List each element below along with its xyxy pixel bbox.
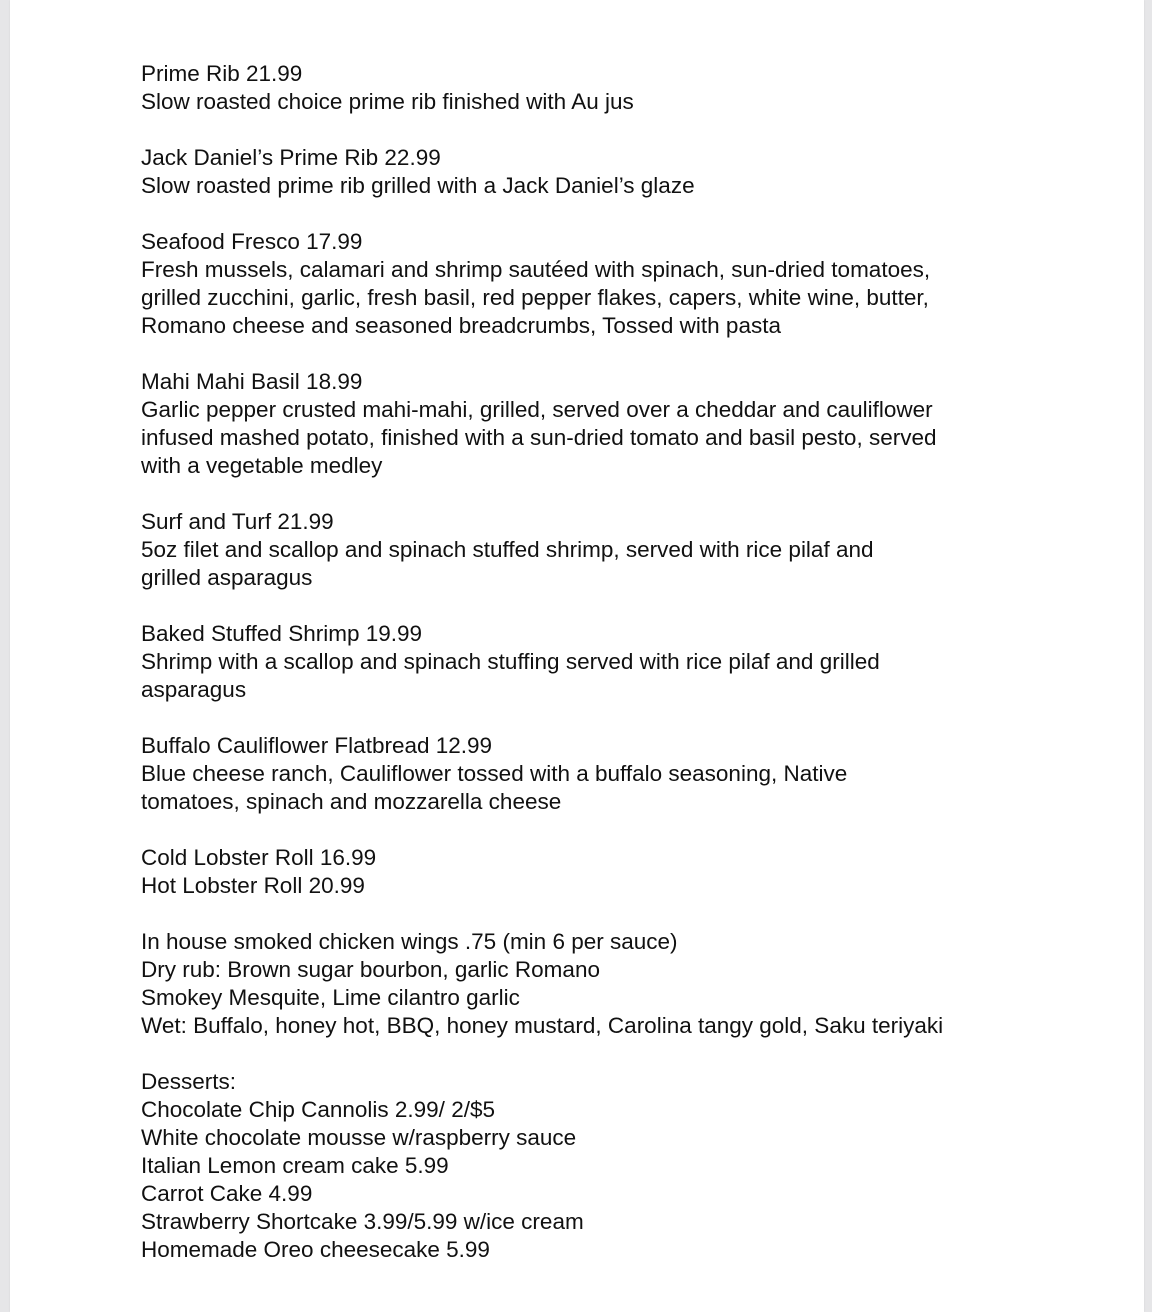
item-description: Shrimp with a scallop and spinach stuffing served with rice pilaf and grilled	[141, 649, 880, 674]
menu-item	[141, 228, 1041, 340]
item-title: Surf and Turf 21.99	[141, 509, 334, 534]
wings-wet: Wet: Buffalo, honey hot, BBQ, honey mustard, Carolina tangy gold, Saku teriyaki	[141, 1013, 944, 1038]
dessert-item: Strawberry Shortcake 3.99/5.99 w/ice cream	[141, 1209, 584, 1234]
item-description: grilled asparagus	[141, 565, 313, 590]
menu-item	[141, 144, 1041, 200]
item-description: tomatoes, spinach and mozzarella cheese	[141, 789, 562, 814]
dessert-item: Chocolate Chip Cannolis 2.99/ 2/$5	[141, 1097, 495, 1122]
item-description: 5oz filet and scallop and spinach stuffed shrimp, served with rice pilaf and	[141, 537, 874, 562]
wings-dry-rub: Dry rub: Brown sugar bourbon, garlic Romano	[141, 957, 600, 982]
desserts-heading: Desserts:	[141, 1069, 237, 1094]
item-description: Blue cheese ranch, Cauliflower tossed with a buffalo seasoning, Native	[141, 761, 848, 786]
item-description: infused mashed potato, finished with a sun-dried tomato and basil pesto, served	[141, 425, 937, 450]
lobster-item: Hot Lobster Roll 20.99	[141, 873, 365, 898]
item-title: Prime Rib 21.99	[141, 61, 303, 86]
menu-content	[141, 60, 1041, 1292]
menu-page	[10, 0, 1144, 1312]
lobster-item: Cold Lobster Roll 16.99	[141, 845, 377, 870]
dessert-item: Italian Lemon cream cake 5.99	[141, 1153, 449, 1178]
wings-dry-rub-cont: Smokey Mesquite, Lime cilantro garlic	[141, 985, 520, 1010]
item-description: Slow roasted choice prime rib finished with Au jus	[141, 89, 634, 114]
menu-item	[141, 368, 1041, 480]
item-title: Baked Stuffed Shrimp 19.99	[141, 621, 423, 646]
menu-item	[141, 508, 1041, 592]
wings-section	[141, 928, 1041, 1040]
item-description: Slow roasted prime rib grilled with a Jack Daniel’s glaze	[141, 173, 695, 198]
menu-item	[141, 620, 1041, 704]
wings-title: In house smoked chicken wings .75 (min 6 per sauce)	[141, 929, 678, 954]
menu-item	[141, 732, 1041, 816]
item-description: Romano cheese and seasoned breadcrumbs, Tossed with pasta	[141, 313, 781, 338]
item-description: grilled zucchini, garlic, fresh basil, red pepper flakes, capers, white wine, butter,	[141, 285, 929, 310]
item-description: with a vegetable medley	[141, 453, 383, 478]
item-description: Fresh mussels, calamari and shrimp sautéed with spinach, sun-dried tomatoes,	[141, 257, 931, 282]
item-title: Buffalo Cauliflower Flatbread 12.99	[141, 733, 493, 758]
item-title: Seafood Fresco 17.99	[141, 229, 363, 254]
dessert-item: Carrot Cake 4.99	[141, 1181, 313, 1206]
item-title: Mahi Mahi Basil 18.99	[141, 369, 363, 394]
item-title: Jack Daniel’s Prime Rib 22.99	[141, 145, 441, 170]
lobster-section	[141, 844, 1041, 900]
menu-item	[141, 60, 1041, 116]
item-description: Garlic pepper crusted mahi-mahi, grilled, served over a cheddar and cauliflower	[141, 397, 933, 422]
desserts-section	[141, 1068, 1041, 1264]
item-description: asparagus	[141, 677, 247, 702]
dessert-item: Homemade Oreo cheesecake 5.99	[141, 1237, 490, 1262]
dessert-item: White chocolate mousse w/raspberry sauce	[141, 1125, 577, 1150]
